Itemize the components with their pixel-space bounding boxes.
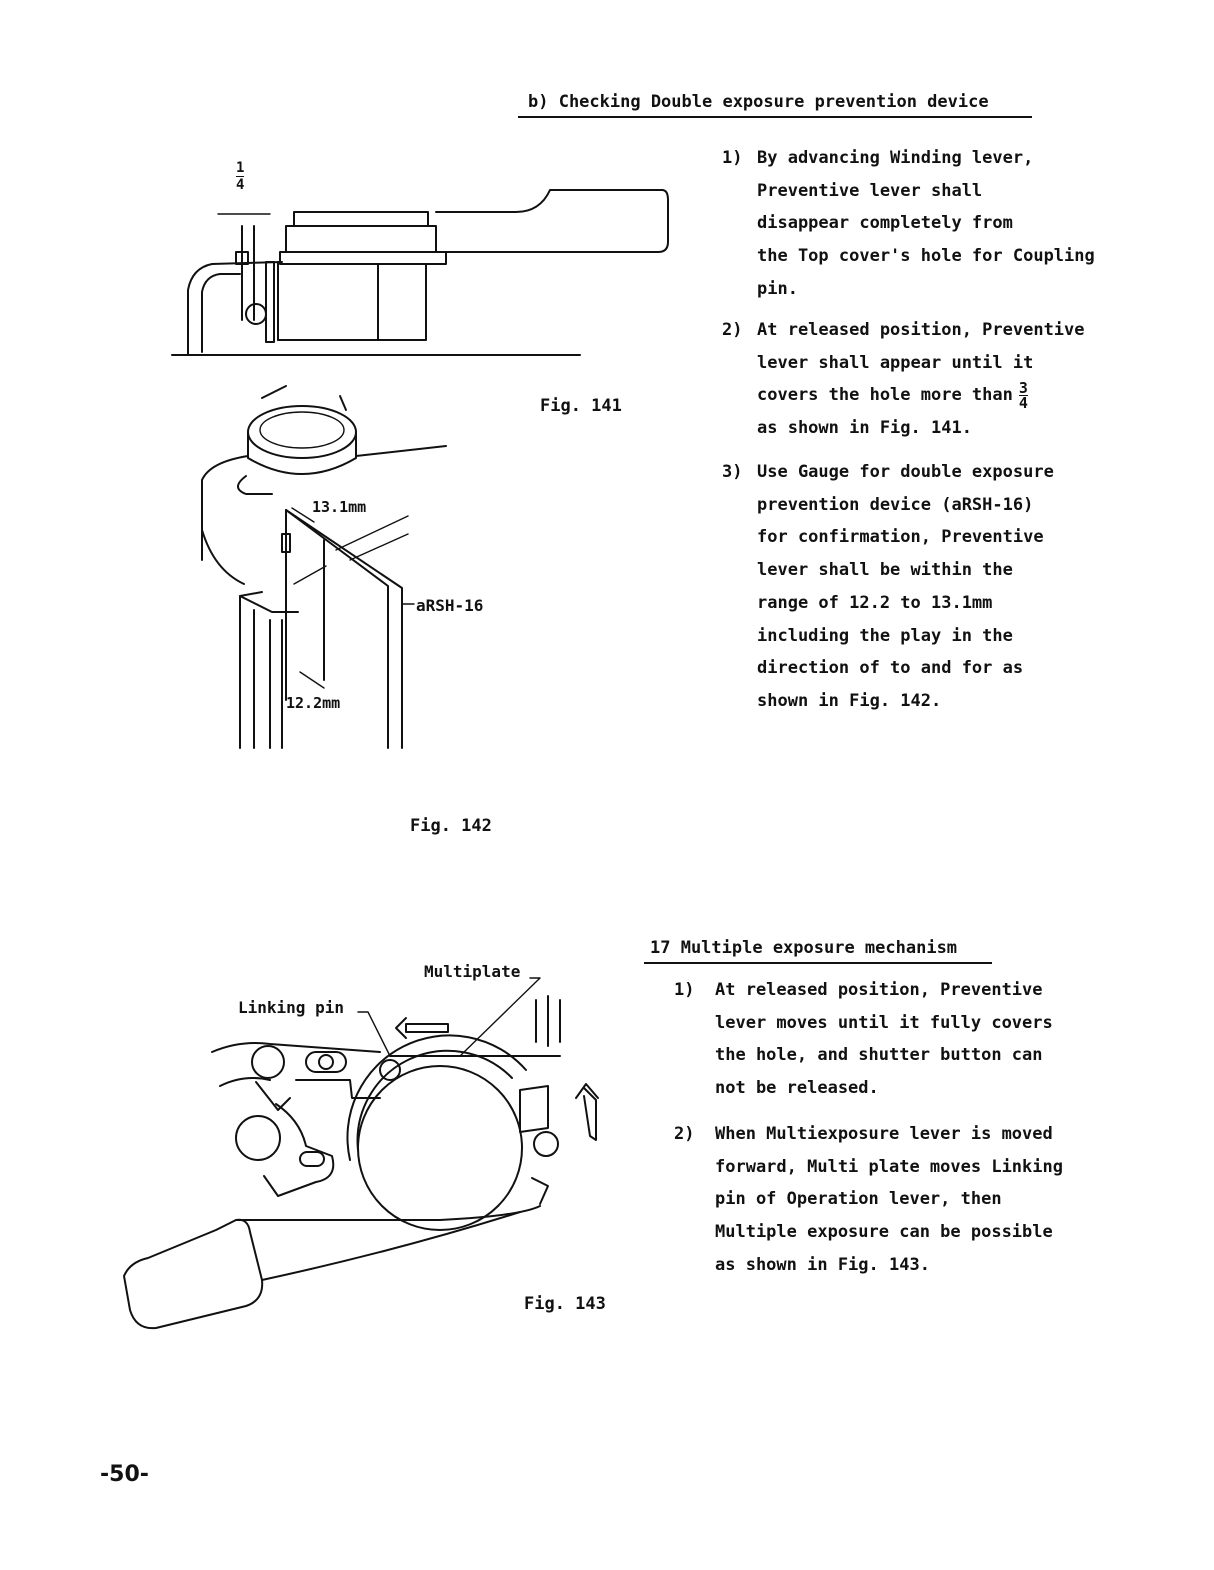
item-number: 2) — [722, 320, 743, 340]
fig143-lever-arm-bottom — [262, 1212, 520, 1280]
item-line: At released position, Preventive — [715, 980, 1043, 1000]
item-line: the Top cover's hole for Coupling — [757, 246, 1095, 267]
fig142-dim-13-1: 13.1mm — [312, 498, 367, 516]
item-line: range of 12.2 to 13.1mm — [757, 592, 993, 613]
item-line: By advancing Winding lever, — [757, 148, 1034, 168]
item-line: as shown in Fig. 141. — [757, 418, 972, 439]
item-line: shown in Fig. 142. — [757, 690, 942, 711]
fig143-top-edge — [212, 1043, 380, 1052]
item-line: including the play in the — [757, 625, 1013, 646]
fig143-arrow-head — [396, 1018, 406, 1038]
fig143-roller-bottom — [236, 1116, 280, 1160]
item-line: Multiple exposure can be possible — [715, 1222, 1053, 1243]
page-number: -50- — [100, 1462, 149, 1487]
item-line: pin of Operation lever, then — [715, 1189, 1002, 1210]
item-line: Use Gauge for double exposure — [757, 462, 1054, 482]
fig142-dim-12-2: 12.2mm — [286, 694, 341, 712]
item-number: 1) — [722, 148, 743, 168]
item-line: direction of to and for as — [757, 658, 1024, 679]
fig143-right-tab — [532, 1178, 548, 1204]
fig142-gauge-label: aRSH-16 — [416, 596, 484, 615]
item-number: 2) — [674, 1124, 695, 1144]
item-line: for confirmation, Preventive — [757, 527, 1044, 548]
fig143-link-arm — [256, 1082, 290, 1110]
item-number: 1) — [674, 980, 695, 1000]
fig143-multiplate-leader — [460, 978, 540, 1056]
fig142-caption: Fig. 142 — [410, 816, 492, 836]
item-line: forward, Multi plate moves Linking — [715, 1156, 1063, 1177]
item-line: as shown in Fig. 143. — [715, 1254, 930, 1275]
item-line: lever moves until it fully covers — [715, 1012, 1053, 1033]
item-number: 3) — [722, 462, 743, 482]
fig141-caption: Fig. 141 — [540, 396, 622, 416]
fig143-vertical-lines — [536, 996, 560, 1046]
item-line: When Multiexposure lever is moved — [715, 1124, 1053, 1144]
item-line: pin. — [757, 278, 798, 299]
item-line-text: covers the hole more than — [757, 385, 1013, 406]
item-line: disappear completely from — [757, 213, 1013, 234]
fraction-numerator: 3 — [1018, 378, 1028, 397]
fig143-multiplate-label: Multiplate — [424, 962, 521, 981]
fig143-linking-pin — [380, 1060, 400, 1080]
item-line: lever shall appear until it — [757, 352, 1034, 373]
fig143-roller-top — [252, 1046, 284, 1078]
section-b-heading: b) Checking Double exposure prevention device — [528, 92, 989, 112]
item-line: lever shall be within the — [757, 560, 1013, 581]
fig143-linking-pin-leader — [358, 1012, 390, 1056]
fig143-multiexposure-lever — [124, 1220, 262, 1328]
fig143-linking-pin-label: Linking pin — [238, 998, 344, 1017]
fraction-numerator: 1 — [236, 160, 245, 176]
fig143-arrow-body — [406, 1024, 448, 1032]
item-line: not be released. — [715, 1078, 879, 1099]
fraction-denominator: 4 — [1018, 393, 1028, 412]
fig143-bracket — [520, 1086, 548, 1132]
fig143-caption: Fig. 143 — [524, 1294, 606, 1314]
item-line: Preventive lever shall — [757, 180, 983, 201]
fig143-right-pin — [534, 1132, 558, 1156]
fig143-shutter-ring — [358, 1066, 522, 1230]
item-line: prevention device (aRSH-16) — [757, 494, 1034, 515]
fig143-edge-2 — [220, 1078, 270, 1086]
item-line: At released position, Preventive — [757, 320, 1085, 340]
fig143-curved-arrow — [584, 1088, 596, 1140]
fig143-operation-lever — [264, 1104, 333, 1196]
fig143-edge-3 — [296, 1080, 380, 1098]
fraction-denominator: 4 — [236, 177, 245, 193]
fig143-slot-pin — [319, 1055, 333, 1069]
fig143-lever-slot — [300, 1152, 324, 1166]
item-line: the hole, and shutter button can — [715, 1045, 1043, 1066]
section-17-heading: 17 Multiple exposure mechanism — [650, 938, 958, 958]
